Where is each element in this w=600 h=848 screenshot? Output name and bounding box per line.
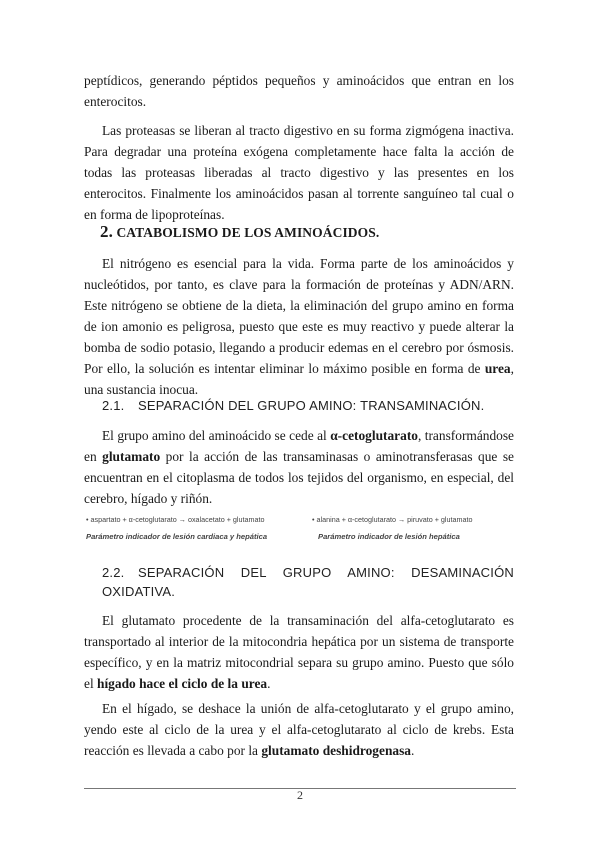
- reaction-alanina: • alanina + α-cetoglutarato → piruvato + glutamato: [312, 515, 473, 524]
- paragraph-higado: [84, 698, 514, 761]
- paragraph-text: .: [267, 676, 271, 691]
- subsection-heading-transaminacion: [102, 396, 514, 415]
- bold-term-cetoglutarato: α-cetoglutarato: [330, 428, 418, 443]
- paragraph-text: En el hígado, se deshace la unión de alfa-cetoglutarato y el grupo amino, yendo este al ciclo de la urea y el alfa-cetoglutarato al ciclo de krebs. Esta reacción es llevada a cabo por la: [84, 701, 514, 758]
- bold-term-glutamato-deshidrogenasa: glutamato deshidrogenasa: [261, 743, 411, 758]
- reaction-aspartato: • aspartato + α-cetoglutarato → oxalacetato + glutamato: [86, 515, 265, 524]
- bold-term-glutamato: glutamato: [102, 449, 161, 464]
- subsection-title: SEPARACIÓN DEL GRUPO AMINO: TRANSAMINACIÓN.: [138, 398, 485, 413]
- bold-term-urea: urea: [484, 361, 511, 376]
- paragraph-nitrogeno: [84, 253, 514, 400]
- page-number: 2: [297, 788, 303, 802]
- paragraph-text: El nitrógeno es esencial para la vida. Forma parte de los aminoácidos y nucleótidos, por tanto, es clave para la formación de proteínas y ADN/ARN. Este nitrógeno se obtiene de la dieta, la eliminación del grupo amino en forma de ion amonio es peligrosa, puesto que este es muy reactivo y puede alterar la bomba de sodio potasio, llegando a producir edemas en el cerebro por ósmosis. Por ello, la solución es intentar eliminar lo máximo posible en forma de: [84, 256, 514, 376]
- paragraph-grupo-amino: [84, 425, 514, 509]
- section-number: 2.: [100, 222, 113, 241]
- paragraph-text: El glutamato procedente de la transaminación del alfa-cetoglutarato es transportado al interior de la mitocondria hepática por un sistema de transporte específico, y en la matriz mitocondrial separa su grupo amino. Puesto que sólo el: [84, 613, 514, 691]
- section-title: CATABOLISMO DE LOS AMINOÁCIDOS.: [116, 225, 380, 240]
- section-heading-catabolismo: [100, 222, 379, 242]
- transamination-reactions-figure: [86, 507, 510, 547]
- paragraph-proteasas: [84, 120, 514, 225]
- caption-hepatica: Parámetro indicador de lesión hepática: [318, 532, 460, 541]
- paragraph-text: , una sustancia inocua.: [84, 361, 514, 397]
- subsection-heading-desaminacion: [102, 563, 514, 601]
- paragraph-continuation: [84, 70, 514, 112]
- paragraph-text: , transformándose en: [84, 428, 514, 464]
- paragraph-text: Las proteasas se liberan al tracto digestivo en su forma zigmógena inactiva. Para degradar una proteína exógena completamente hace falta la acción de todas las proteasas liberadas al tracto digestivo y las presentes en los enterocitos. Finalmente los aminoácidos pasan al torrente sanguíneo tal cual o en forma de lipoproteínas.: [84, 123, 514, 222]
- subsection-number: 2.1.: [102, 398, 125, 413]
- subsection-title: SEPARACIÓN DEL GRUPO AMINO: DESAMINACIÓN OXIDATIVA.: [102, 565, 514, 599]
- paragraph-text: .: [411, 743, 415, 758]
- subsection-number: 2.2.: [102, 565, 125, 580]
- paragraph-text: peptídicos, generando péptidos pequeños y aminoácidos que entran en los enterocitos.: [84, 73, 514, 109]
- caption-cardiaca-hepatica: Parámetro indicador de lesión cardiaca y hepática: [86, 532, 268, 541]
- paragraph-glutamato: [84, 610, 514, 694]
- bold-term-higado: hígado hace el ciclo de la urea: [97, 676, 268, 691]
- paragraph-text: por la acción de las transaminasas o aminotransferasas que se encuentran en el citoplasma de todos los tejidos del organismo, en especial, del cerebro, hígado y riñón.: [84, 449, 514, 506]
- paragraph-text: El grupo amino del aminoácido se cede al: [102, 428, 331, 443]
